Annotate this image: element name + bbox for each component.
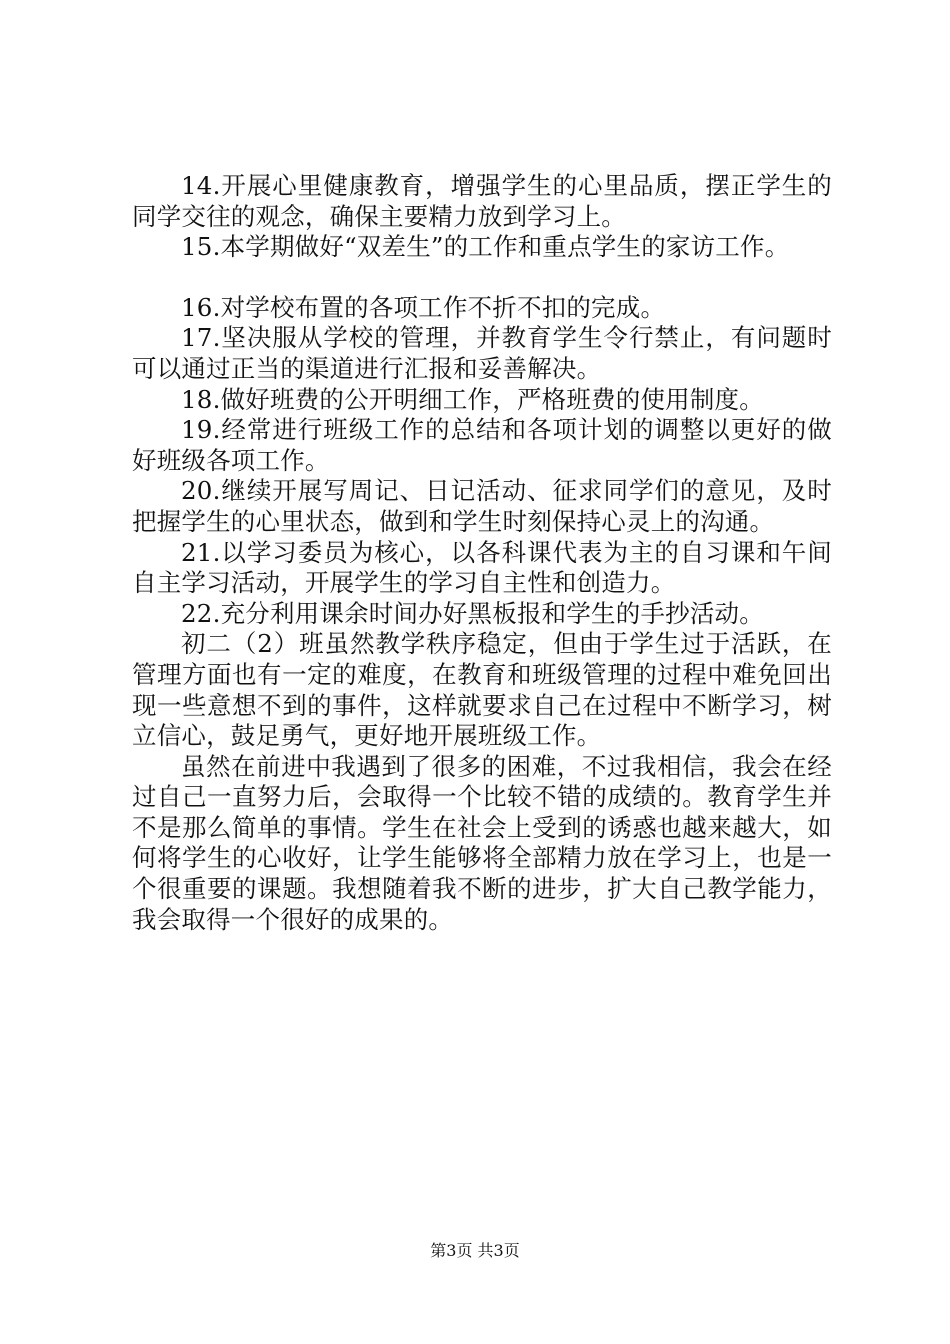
paragraph-gap xyxy=(132,263,832,293)
paragraph-14: 14.开展心里健康教育，增强学生的心里品质，摆正学生的同学交往的观念，确保主要精力放到学习上。 xyxy=(132,171,832,231)
paragraph-15: 15.本学期做好“双差生”的工作和重点学生的家访工作。 xyxy=(181,232,790,262)
paragraph-class-summary: 初二（2）班虽然教学秩序稳定，但由于学生过于活跃，在管理方面也有一定的难度，在教育和班级管理的过程中难免回出现一些意想不到的事件，这样就要求自己在过程中不断学习，树立信心，鼓足勇气，更好地开展班级工作。 xyxy=(132,629,832,751)
page-number-footer: 第3页 共3页 xyxy=(430,1241,520,1260)
paragraph-20: 20.继续开展写周记、日记活动、征求同学们的意见，及时把握学生的心里状态，做到和学生时刻保持心灵上的沟通。 xyxy=(132,476,832,536)
document-body xyxy=(132,171,832,935)
paragraph-16: 16.对学校布置的各项工作不折不扣的完成。 xyxy=(181,292,666,322)
paragraph-conclusion: 虽然在前进中我遇到了很多的困难，不过我相信，我会在经过自己一直努力后，会取得一个比较不错的成绩的。教育学生并不是那么简单的事情。学生在社会上受到的诱惑也越来越大，如何将学生的心收好，让学生能够将全部精力放在学习上，也是一个很重要的课题。我想随着我不断的进步，扩大自己教学能力，我会取得一个很好的成果的。 xyxy=(132,751,832,934)
paragraph-17: 17.坚决服从学校的管理，并教育学生令行禁止，有问题时可以通过正当的渠道进行汇报和妥善解决。 xyxy=(132,323,832,383)
paragraph-22: 22.充分利用课余时间办好黑板报和学生的手抄活动。 xyxy=(181,598,764,628)
paragraph-18: 18.做好班费的公开明细工作，严格班费的使用制度。 xyxy=(181,384,764,414)
paragraph-21: 21.以学习委员为核心，以各科课代表为主的自习课和午间自主学习活动，开展学生的学习自主性和创造力。 xyxy=(132,537,832,598)
paragraph-19: 19.经常进行班级工作的总结和各项计划的调整以更好的做好班级各项工作。 xyxy=(132,415,832,475)
